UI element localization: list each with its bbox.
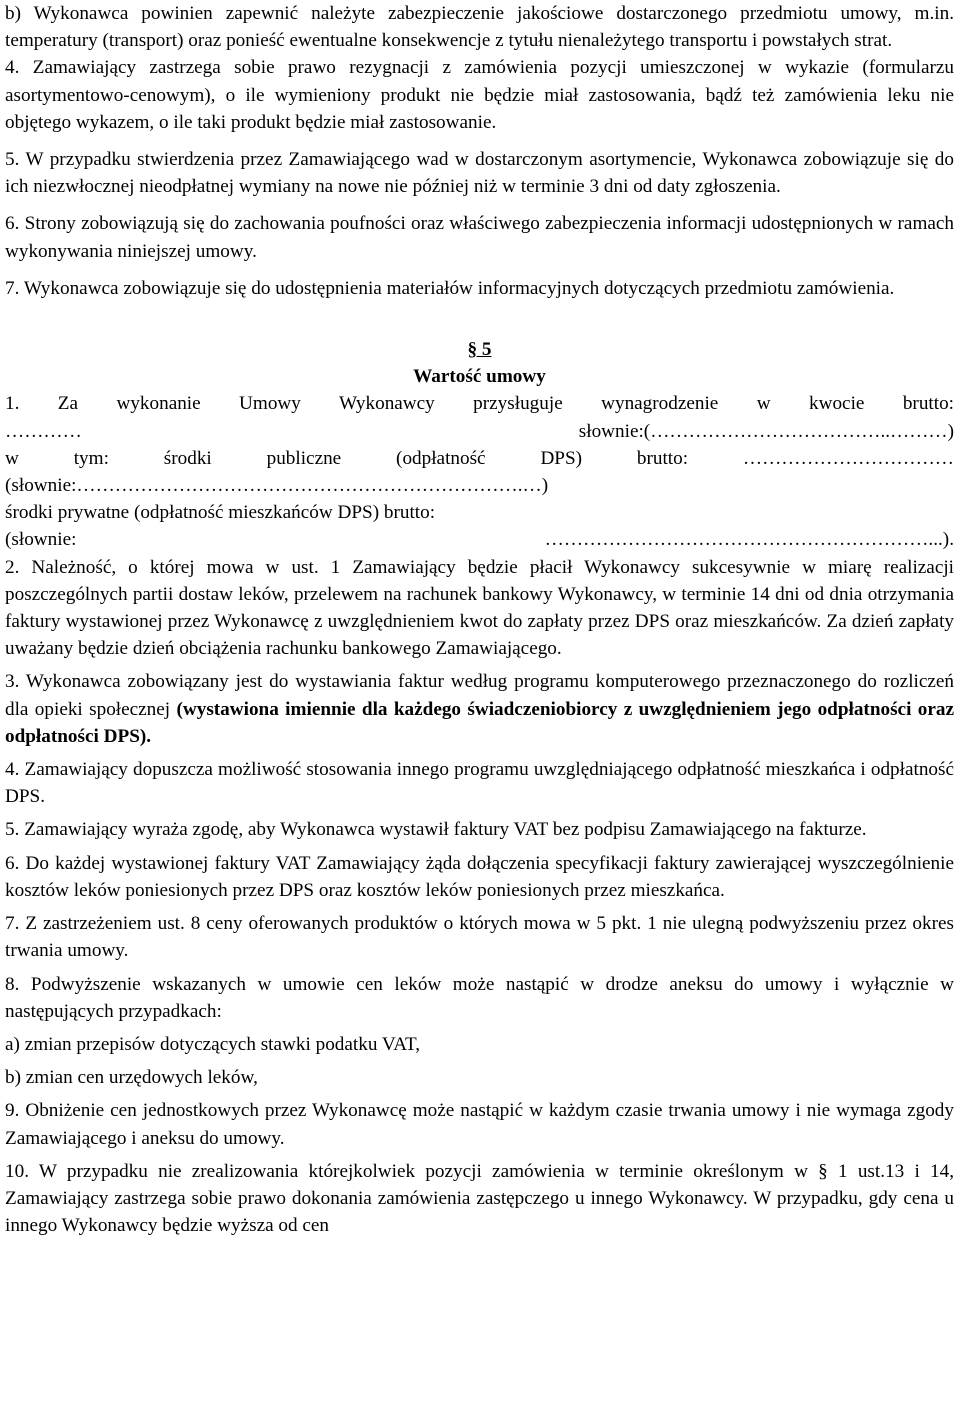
value-paragraph-9: 9. Obniżenie cen jednostkowych przez Wykonawcę może nastąpić w każdym czasie trwania umowy i nie wymaga zgody Zamawiającego i aneksu do umowy. <box>5 1100 954 1149</box>
value-paragraph-7: 7. Z zastrzeżeniem ust. 8 ceny oferowanych produktów o których mowa w 5 pkt. 1 nie ulegną podwyższeniu przez okres trwania umowy. <box>5 913 954 962</box>
section-title: Wartość umowy <box>413 366 546 388</box>
value-line-3: w tym: środki publiczne (odpłatność DPS) brutto: …………………………… <box>5 447 954 469</box>
paragraph-b: b) Wykonawca powinien zapewnić należyte zabezpieczenie jakościowe dostarczonego przedmiotu umowy, m.in. temperatury (transport) oraz ponieść ewentualne konsekwencje z tytułu nienależytego transportu i powstałych strat. <box>5 3 954 52</box>
value-paragraph-3-text: 3. Wykonawca zobowiązany jest do wystawiania faktur według programu komputerowego przeznaczonego do rozliczeń dla opieki społecznej <box>5 671 954 720</box>
value-line-4: (słownie:…………………………………………………………….…) <box>5 475 549 497</box>
section-symbol: § 5 <box>467 339 492 361</box>
value-paragraph-8a: a) zmian przepisów dotyczących stawki podatku VAT, <box>5 1033 421 1055</box>
value-paragraph-6: 6. Do każdej wystawionej faktury VAT Zamawiający żąda dołączenia specyfikacji faktury zawierającej wyszczególnienie kosztów leków poniesionych przez DPS oraz kosztów leków poniesionych przez mieszkańca. <box>5 852 954 901</box>
document-page <box>5 0 954 1239</box>
paragraph-5: 5. W przypadku stwierdzenia przez Zamawiającego wad w dostarczonym asortymencie, Wykonawca zobowiązuje się do ich niezwłocznej nieodpłatnej wymiany na nowe nie później niż w terminie 3 dni od daty zgłoszenia. <box>5 149 954 198</box>
section-number <box>5 336 954 363</box>
value-paragraph-8b: b) zmian cen urzędowych leków, <box>5 1067 258 1089</box>
value-paragraph-5: 5. Zamawiający wyraża zgodę, aby Wykonawca wystawił faktury VAT bez podpisu Zamawiającego na fakturze. <box>5 819 867 841</box>
paragraph-6: 6. Strony zobowiązują się do zachowania poufności oraz właściwego zabezpieczenia informacji udostępnionych w ramach wykonywania niniejszej umowy. <box>5 213 954 262</box>
value-line-2: ………… słownie:(………………………………..………) <box>5 420 954 442</box>
value-line-1: 1. Za wykonanie Umowy Wykonawcy przysługuje wynagrodzenie w kwocie brutto: <box>5 393 954 415</box>
value-paragraph-3 <box>5 668 954 750</box>
value-paragraph-8: 8. Podwyższenie wskazanych w umowie cen leków może nastąpić w drodze aneksu do umowy i wyłącznie w następujących przypadkach: <box>5 973 954 1022</box>
paragraph-4: 4. Zamawiający zastrzega sobie prawo rezygnacji z zamówienia pozycji umieszczonej w wykazie (formularzu asortymentowo-cenowym), o ile wymieniony produkt nie będzie miał zastosowania, bądź też zamówienia leku nie objętego wykazem, o ile taki produkt będzie miał zastosowanie. <box>5 57 954 133</box>
paragraph-7: 7. Wykonawca zobowiązuje się do udostępnienia materiałów informacyjnych dotyczących przedmiotu zamówienia. <box>5 277 895 299</box>
value-paragraph-4: 4. Zamawiający dopuszcza możliwość stosowania innego programu uwzględniającego odpłatność mieszkańca i odpłatność DPS. <box>5 759 954 808</box>
value-paragraph-10: 10. W przypadku nie zrealizowania którejkolwiek pozycji zamówienia w terminie określonym w § 1 ust.13 i 14, Zamawiający zastrzega sobie prawo dokonania zamówienia zastępczego u innego Wykonawcy. W przypadku, gdy cena u innego Wykonawcy będzie wyższa od cen <box>5 1160 954 1237</box>
value-line-6: (słownie: ……………………………………………………...). <box>5 529 954 551</box>
value-paragraph-1 <box>5 390 954 553</box>
value-paragraph-2: 2. Należność, o której mowa w ust. 1 Zamawiający będzie płacił Wykonawcy sukcesywnie w miarę realizacji poszczególnych partii dostaw leków, przelewem na rachunek bankowy Wykonawcy, w terminie 14 dni od dnia otrzymania faktury wystawionej przez Wykonawcę z uwzględnieniem kwot do zapłaty przez DPS oraz mieszkańców. Za dzień zapłaty uważany będzie dzień obciążenia rachunku bankowego Zamawiającego. <box>5 556 954 660</box>
value-line-5: środki prywatne (odpłatność mieszkańców DPS) brutto: <box>5 502 436 524</box>
value-paragraph-3-bold: (wystawiona imiennie dla każdego świadczeniobiorcy z uwzględnieniem jego odpłatności oraz odpłatności DPS). <box>5 698 954 747</box>
